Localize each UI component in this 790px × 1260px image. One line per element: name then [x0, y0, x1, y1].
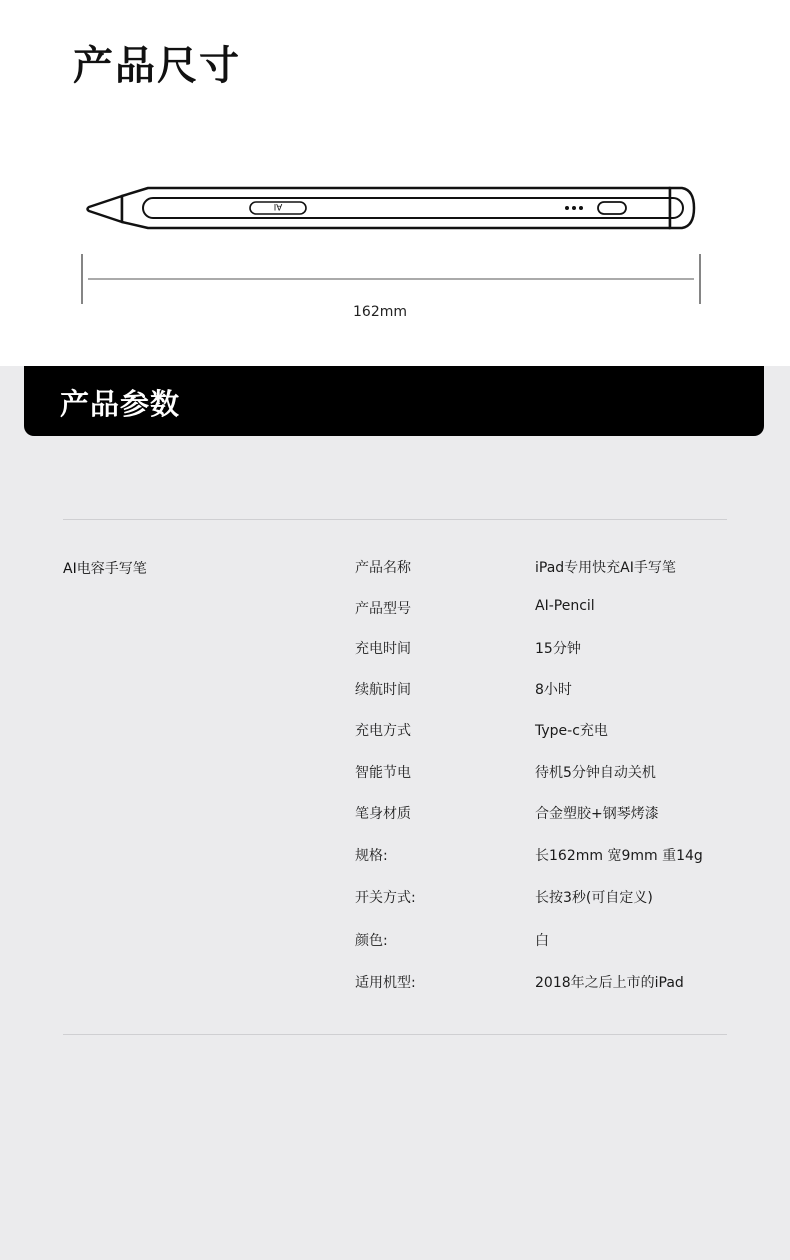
spec-label: 产品名称 — [355, 560, 411, 576]
product-params-section — [0, 366, 790, 1260]
stylus-button — [598, 202, 626, 214]
spec-label: 颜色: — [355, 933, 388, 949]
spec-value: 合金塑胶+钢琴烤漆 — [535, 806, 659, 822]
spec-value: 2018年之后上市的iPad — [535, 975, 684, 991]
indicator-dot — [565, 206, 569, 210]
spec-value: Type-c充电 — [535, 723, 608, 739]
spec-value: 长162mm 宽9mm 重14g — [535, 848, 703, 864]
spec-label: 充电方式 — [355, 723, 411, 739]
stylus-diagram — [0, 150, 790, 310]
product-category: AI电容手写笔 — [63, 561, 147, 577]
spec-label: 适用机型: — [355, 975, 416, 991]
spec-value: 长按3秒(可自定义) — [535, 890, 653, 906]
dimension-label: 162mm — [353, 304, 407, 320]
spec-value: 待机5分钟自动关机 — [535, 765, 656, 781]
spec-label: 充电时间 — [355, 641, 411, 657]
spec-label: 规格: — [355, 848, 388, 864]
spec-value: 8小时 — [535, 682, 572, 698]
spec-label: 续航时间 — [355, 682, 411, 698]
spec-value: 白 — [535, 933, 549, 949]
divider-bottom — [63, 1034, 727, 1035]
indicator-dot — [572, 206, 576, 210]
spec-label: 智能节电 — [355, 765, 411, 781]
indicator-dot — [579, 206, 583, 210]
spec-table — [0, 366, 790, 1260]
spec-value: iPad专用快充AI手写笔 — [535, 560, 676, 576]
spec-label: 开关方式: — [355, 890, 416, 906]
spec-label: 笔身材质 — [355, 806, 411, 822]
stylus-body — [122, 188, 670, 228]
params-section-title: 产品参数 — [60, 387, 181, 421]
spec-label: 产品型号 — [355, 601, 411, 617]
product-size-section — [0, 0, 790, 366]
size-section-title: 产品尺寸 — [73, 43, 241, 89]
spec-value: AI-Pencil — [535, 598, 595, 614]
spec-value: 15分钟 — [535, 641, 581, 657]
stylus-tip — [88, 196, 123, 222]
stylus-logo-text: AI — [273, 202, 283, 212]
